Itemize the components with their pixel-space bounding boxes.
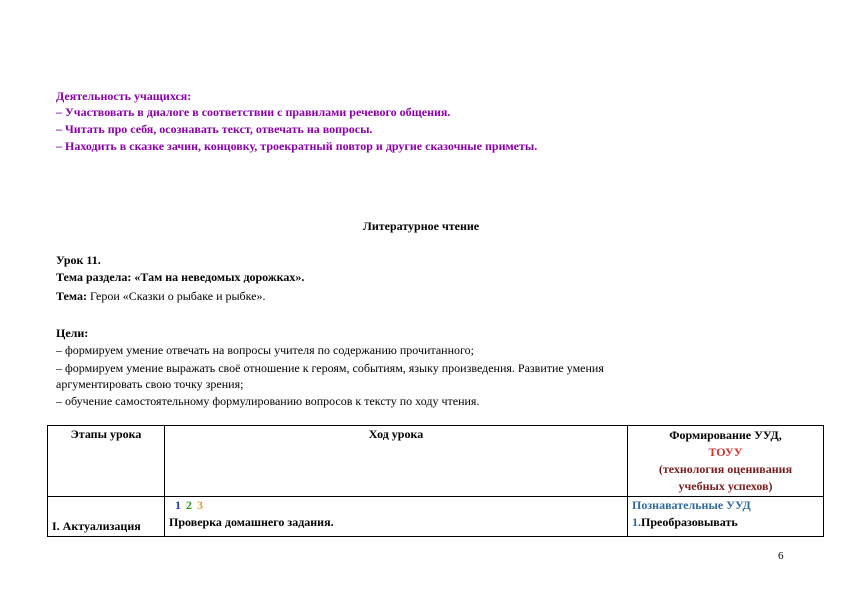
section-theme-label: Тема раздела: — [56, 270, 135, 284]
header-course-label: Ход урока — [368, 427, 424, 441]
topic-label: Тема: — [56, 289, 90, 303]
uud-line — [632, 515, 819, 530]
header-course — [165, 426, 628, 497]
score-number-1: 1 — [175, 498, 182, 512]
goal-item: – формируем умение выражать своё отношение к героям, событиям, языку произведения. Развитие умения — [56, 361, 604, 375]
goal-item: аргументировать свою точку зрения; — [56, 377, 244, 391]
uud-number: 1. — [632, 515, 641, 529]
goals-heading: Цели: — [56, 326, 89, 340]
score-numbers — [175, 498, 623, 513]
topic-value: Герои «Сказки о рыбаке и рыбке». — [89, 289, 266, 303]
page-number: 6 — [778, 550, 784, 562]
header-stages — [48, 426, 165, 497]
course-cell — [165, 497, 628, 537]
lesson-topic — [56, 288, 266, 304]
activity-item: – Читать про себя, осознавать текст, отвечать на вопросы. — [56, 122, 373, 136]
course-text: Проверка домашнего задания. — [169, 515, 334, 529]
header-toyy: ТОУУ — [708, 445, 743, 459]
activity-item: – Находить в сказке зачин, концовку, троекратный повтор и другие сказочные приметы. — [56, 139, 538, 153]
table-header-row — [48, 426, 824, 497]
section-theme — [56, 269, 304, 285]
score-number-3: 3 — [197, 498, 204, 512]
uud-cell — [628, 497, 824, 537]
header-formation — [628, 426, 824, 497]
subject-title: Литературное чтение — [362, 219, 480, 233]
uud-title: Познавательные УУД — [632, 498, 751, 512]
table-row — [48, 497, 824, 537]
activity-heading: Деятельность учащихся: — [56, 89, 192, 103]
lesson-table — [47, 425, 824, 537]
header-tech2: учебных успехов) — [678, 479, 773, 493]
stage-cell — [48, 497, 165, 537]
section-theme-value: «Там на неведомых дорожках». — [134, 270, 305, 284]
header-formation-label: Формирование УУД, — [669, 428, 782, 442]
uud-text: Преобразовывать — [641, 515, 738, 529]
stage-label: I. Актуализация — [52, 519, 141, 533]
lesson-number: Урок 11. — [56, 253, 101, 267]
goal-item: – формируем умение отвечать на вопросы учителя по содержанию прочитанного; — [56, 343, 474, 357]
goal-item: – обучение самостоятельному формулированию вопросов к тексту по ходу чтения. — [56, 394, 480, 408]
header-stages-label: Этапы урока — [70, 427, 142, 441]
activity-item: – Участвовать в диалоге в соответствии с правилами речевого общения. — [56, 105, 451, 119]
header-tech: (технология оценивания — [658, 462, 793, 476]
score-number-2: 2 — [186, 498, 193, 512]
